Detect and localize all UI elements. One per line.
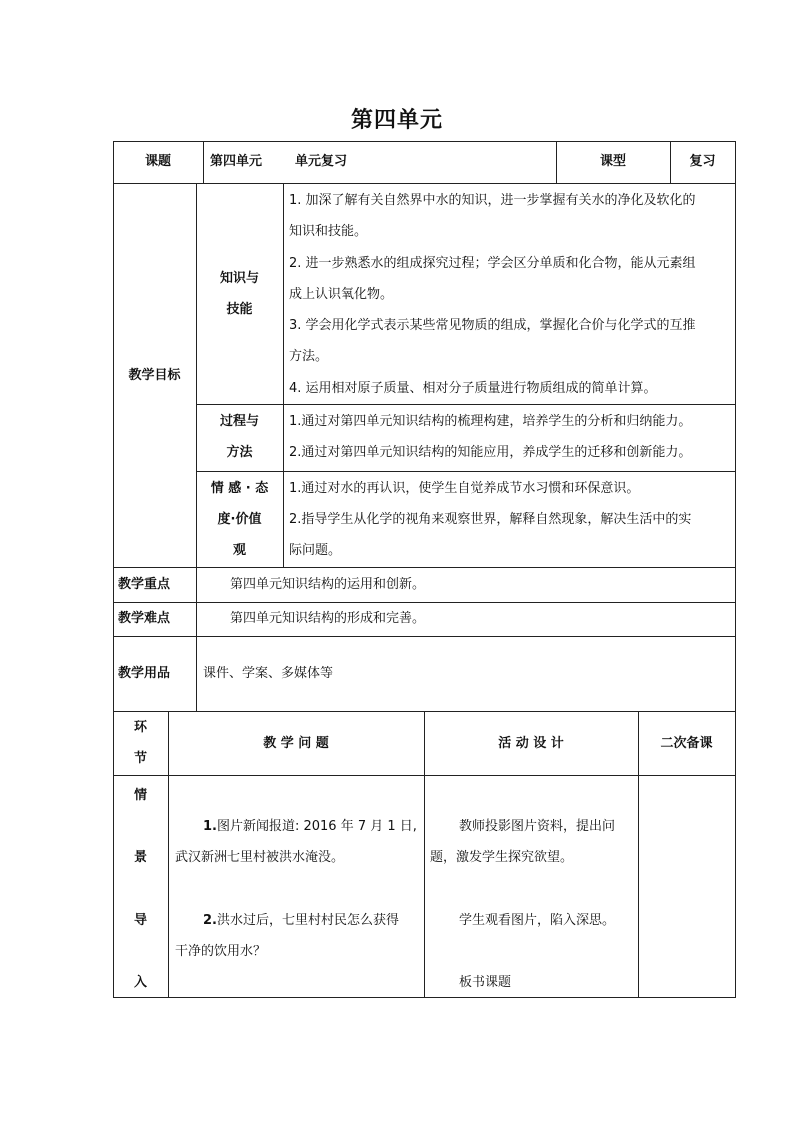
question-1-number: 1.: [203, 819, 217, 834]
knowledge-line: 4. 运用相对原子质量、相对分子质量进行物质组成的简单计算。: [289, 381, 657, 396]
process-label-1: 过程与: [219, 414, 259, 429]
stage-char: 情: [133, 788, 147, 803]
knowledge-line: 知识和技能。: [289, 224, 368, 239]
difficulty-label: 教学难点: [118, 611, 171, 626]
difficulty-value: 第四单元知识结构的形成和完善。: [230, 611, 426, 626]
emotion-line: 1.通过对水的再认识，使学生自觉养成节水习惯和环保意识。: [289, 481, 640, 496]
col-activity: 活 动 设 计: [498, 736, 564, 751]
emotion-line: 际问题。: [289, 543, 342, 558]
materials-label: 教学用品: [118, 666, 171, 681]
activity-line: 题，激发学生探究欲望。: [430, 850, 574, 865]
col-stage-2: 节: [133, 751, 147, 766]
col-question: 教 学 问 题: [263, 736, 329, 751]
question-2-number: 2.: [203, 913, 217, 928]
goals-label: 教学目标: [128, 368, 181, 383]
key-point-label: 教学重点: [118, 577, 171, 592]
question-2-text: 洪水过后，七里村村民怎么获得: [216, 913, 399, 928]
topic-value-review: 单元复习: [295, 154, 348, 169]
question-1-line-2: 武汉新洲七里村被洪水淹没。: [175, 850, 345, 865]
activity-line: 学生观看图片，陷入深思。: [459, 913, 616, 928]
question-2-line-2: 干净的饮用水？: [175, 944, 267, 959]
type-value: 复习: [689, 154, 716, 169]
knowledge-label-1: 知识与: [219, 271, 259, 286]
stage-char: 景: [133, 850, 147, 865]
knowledge-line: 方法。: [289, 349, 329, 364]
knowledge-line: 成上认识氧化物。: [289, 287, 394, 302]
key-point-value: 第四单元知识结构的运用和创新。: [230, 577, 426, 592]
activity-line: 教师投影图片资料，提出问: [459, 819, 616, 834]
topic-label: 课题: [144, 154, 171, 169]
topic-value-unit: 第四单元: [210, 154, 263, 169]
type-label: 课型: [599, 154, 626, 169]
knowledge-line: 1. 加深了解有关自然界中水的知识，进一步掌握有关水的净化及软化的: [289, 193, 696, 208]
emotion-label-2: 度·价值: [217, 512, 262, 527]
col-notes: 二次备课: [660, 736, 713, 751]
question-1-text: 图片新闻报道: 2016 年 7 月 1 日,: [216, 819, 417, 834]
knowledge-label-2: 技能: [226, 302, 253, 317]
emotion-label-1: 情 感 · 态: [210, 481, 269, 496]
process-label-2: 方法: [226, 445, 253, 460]
materials-value: 课件、学案、多媒体等: [203, 666, 334, 681]
emotion-label-3: 观: [232, 543, 246, 558]
knowledge-line: 2. 进一步熟悉水的组成探究过程；学会区分单质和化合物，能从元素组: [289, 256, 696, 271]
document-title: 第四单元: [350, 108, 443, 133]
activity-line: 板书课题: [459, 975, 512, 990]
question-2-line-1: [203, 905, 399, 936]
stage-char: 导: [133, 913, 147, 928]
question-1-line-1: [203, 811, 417, 842]
process-line: 1.通过对第四单元知识结构的梳理构建，培养学生的分析和归纳能力。: [289, 414, 692, 429]
knowledge-line: 3. 学会用化学式表示某些常见物质的组成，掌握化合价与化学式的互推: [289, 318, 696, 333]
col-stage-1: 环: [133, 720, 147, 735]
process-line: 2.通过对第四单元知识结构的知能应用，养成学生的迁移和创新能力。: [289, 445, 692, 460]
emotion-line: 2.指导学生从化学的视角来观察世界，解释自然现象，解决生活中的实: [289, 512, 692, 527]
stage-char: 入: [133, 975, 147, 990]
